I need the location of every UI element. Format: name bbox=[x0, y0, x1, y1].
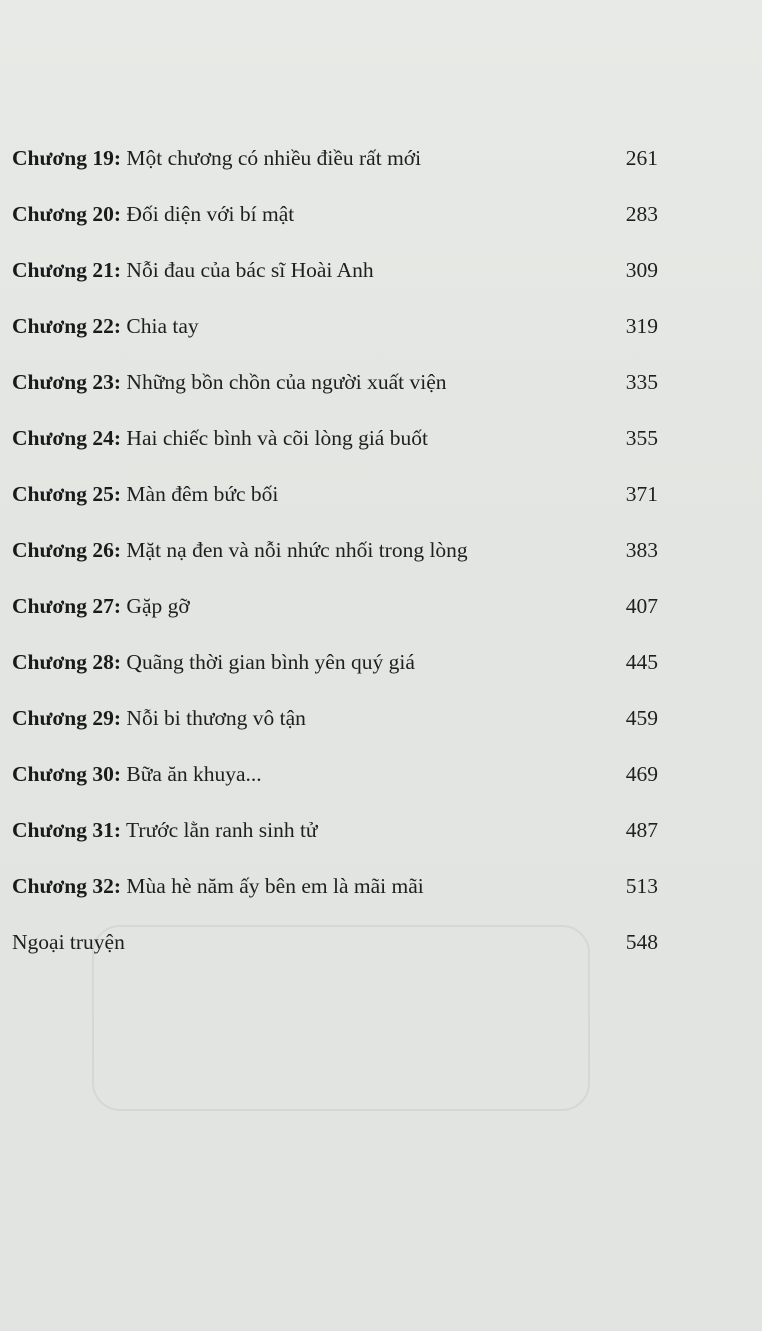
chapter-number: Chương 27: bbox=[12, 594, 122, 618]
chapter-number: Chương 26: bbox=[12, 538, 122, 562]
chapter-number: Chương 32: bbox=[12, 874, 122, 898]
chapter-title: Trước lằn ranh sinh tử bbox=[126, 818, 318, 842]
toc-row-22 bbox=[12, 306, 662, 362]
chapter-number: Chương 29: bbox=[12, 706, 122, 730]
chapter-title: Gặp gỡ bbox=[126, 594, 190, 618]
table-of-contents bbox=[12, 138, 662, 978]
page-number: 469 bbox=[625, 762, 658, 786]
toc-entry-label bbox=[12, 810, 318, 850]
toc-row-20 bbox=[12, 194, 662, 250]
toc-entry-label bbox=[12, 194, 294, 234]
page-number: 487 bbox=[625, 818, 658, 842]
page-number: 459 bbox=[625, 706, 658, 730]
chapter-number: Chương 25: bbox=[12, 482, 122, 506]
chapter-title: Chia tay bbox=[126, 314, 199, 338]
chapter-number: Chương 31: bbox=[12, 818, 122, 842]
toc-entry-label bbox=[12, 754, 262, 794]
page-number: 261 bbox=[625, 146, 658, 170]
page-number: 319 bbox=[625, 314, 658, 338]
toc-row-31 bbox=[12, 810, 662, 866]
toc-entry-label bbox=[12, 250, 374, 290]
chapter-number: Chương 21: bbox=[12, 258, 122, 282]
chapter-number: Chương 28: bbox=[12, 650, 122, 674]
page-number: 445 bbox=[625, 650, 658, 674]
toc-entry-label bbox=[12, 866, 424, 906]
chapter-title: Bữa ăn khuya... bbox=[126, 762, 262, 786]
toc-row-29 bbox=[12, 698, 662, 754]
page-number: 407 bbox=[625, 594, 658, 618]
toc-row-epilogue bbox=[12, 922, 662, 978]
toc-entry-label bbox=[12, 362, 447, 402]
toc-row-32 bbox=[12, 866, 662, 922]
chapter-number: Chương 22: bbox=[12, 314, 122, 338]
page-number: 309 bbox=[625, 258, 658, 282]
toc-row-24 bbox=[12, 418, 662, 474]
chapter-number: Chương 24: bbox=[12, 426, 122, 450]
page-number: 371 bbox=[625, 482, 658, 506]
page-number: 335 bbox=[625, 370, 658, 394]
chapter-title: Một chương có nhiều điều rất mới bbox=[126, 146, 422, 170]
chapter-number: Chương 19: bbox=[12, 146, 122, 170]
chapter-number: Chương 30: bbox=[12, 762, 122, 786]
chapter-title: Những bồn chồn của người xuất viện bbox=[126, 370, 447, 394]
toc-entry-label bbox=[12, 698, 306, 738]
page-number: 548 bbox=[625, 930, 658, 954]
page-number: 513 bbox=[625, 874, 658, 898]
toc-row-27 bbox=[12, 586, 662, 642]
toc-entry-label bbox=[12, 138, 421, 178]
toc-entry-label bbox=[12, 474, 278, 514]
toc-entry-label bbox=[12, 530, 468, 570]
toc-row-19 bbox=[12, 138, 662, 194]
toc-entry-label bbox=[12, 418, 428, 458]
toc-row-30 bbox=[12, 754, 662, 810]
chapter-title: Màn đêm bức bối bbox=[126, 482, 279, 506]
chapter-title: Mùa hè năm ấy bên em là mãi mãi bbox=[126, 874, 424, 898]
toc-row-25 bbox=[12, 474, 662, 530]
chapter-title: Ngoại truyện bbox=[12, 930, 125, 954]
page-number: 283 bbox=[625, 202, 658, 226]
chapter-title: Nỗi đau của bác sĩ Hoài Anh bbox=[126, 258, 374, 282]
toc-row-26 bbox=[12, 530, 662, 586]
toc-entry-label bbox=[12, 642, 415, 682]
toc-row-28 bbox=[12, 642, 662, 698]
toc-row-23 bbox=[12, 362, 662, 418]
toc-row-21 bbox=[12, 250, 662, 306]
chapter-number: Chương 23: bbox=[12, 370, 122, 394]
page-number: 355 bbox=[625, 426, 658, 450]
toc-entry-label bbox=[12, 586, 190, 626]
chapter-title: Đối diện với bí mật bbox=[126, 202, 295, 226]
toc-entry-label bbox=[12, 306, 199, 346]
toc-entry-label bbox=[12, 922, 125, 962]
page-number: 383 bbox=[625, 538, 658, 562]
chapter-title: Nỗi bi thương vô tận bbox=[126, 706, 306, 730]
chapter-title: Hai chiếc bình và cõi lòng giá buốt bbox=[126, 426, 428, 450]
chapter-title: Mặt nạ đen và nỗi nhức nhối trong lòng bbox=[126, 538, 468, 562]
chapter-number: Chương 20: bbox=[12, 202, 122, 226]
chapter-title: Quãng thời gian bình yên quý giá bbox=[126, 650, 415, 674]
